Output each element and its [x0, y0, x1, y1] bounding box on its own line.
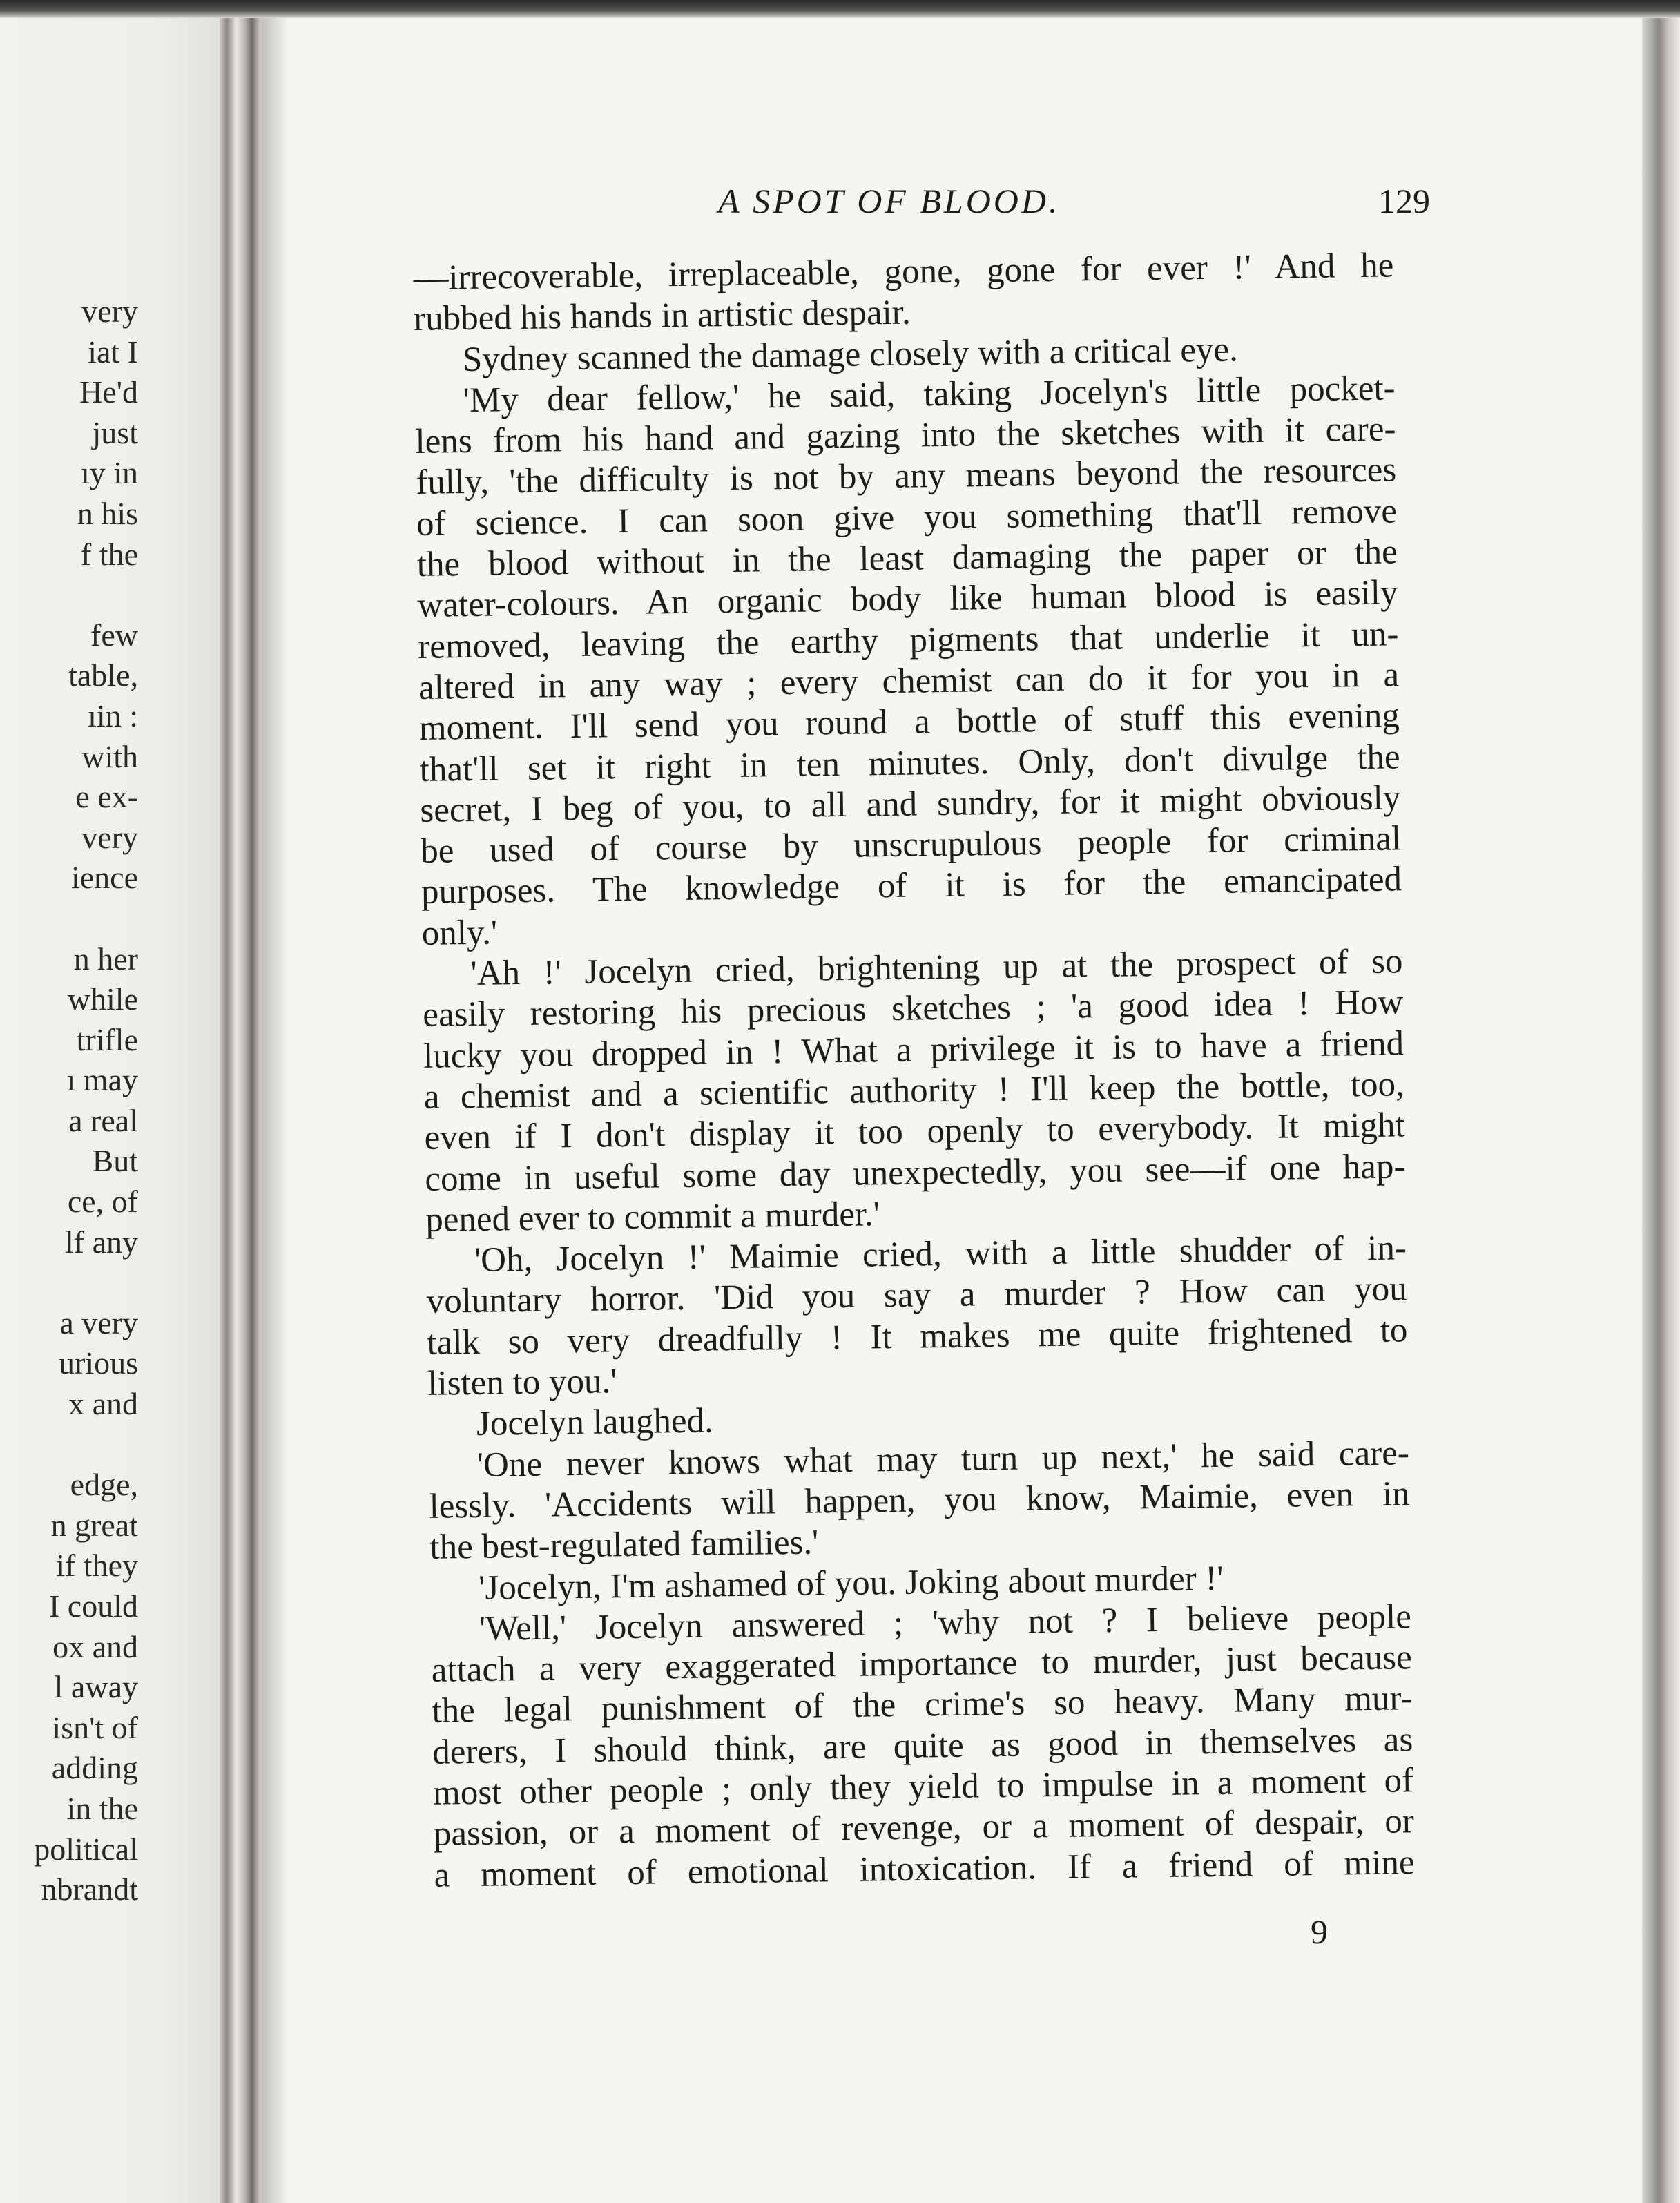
left-page-fragment: adding: [51, 1750, 138, 1786]
left-page-fragment: while: [67, 981, 138, 1017]
text-line: be used of course by unscrupulous people for criminal: [420, 819, 1402, 872]
running-title: A SPOT OF BLOOD.: [718, 182, 1061, 220]
page-number: 129: [1378, 182, 1430, 220]
left-page-text-fragments: [0, 291, 138, 1910]
text-line: 'Well,' Jocelyn answered ; 'why not ? I believe people: [479, 1597, 1412, 1648]
text-line: pened ever to commit a murder.': [425, 1195, 880, 1240]
left-page-fragment: if they: [56, 1548, 138, 1584]
text-line: —irrecoverable, irreplaceable, gone, gone for ever !' And he: [413, 246, 1394, 298]
left-page-fragment: edge,: [70, 1467, 138, 1503]
left-page-fragment: a real: [68, 1102, 138, 1138]
left-page-fragment: very: [81, 819, 138, 855]
left-page-fragment: nbrandt: [41, 1872, 138, 1907]
text-line: derers, I should think, are quite as good in themselves as: [432, 1720, 1413, 1772]
body-text: [413, 245, 1415, 1896]
left-page-fragment: few: [90, 617, 138, 653]
left-page-fragment: But: [92, 1143, 138, 1179]
left-page-fragment: isn't of: [52, 1709, 138, 1745]
text-line: that'll set it right in ten minutes. Only, don't divulge the: [419, 737, 1400, 789]
text-line: 'Jocelyn, I'm ashamed of you. Joking about murder !': [478, 1559, 1224, 1608]
left-page-fragment: [0, 575, 138, 615]
left-page-fragment: ıin :: [88, 698, 138, 733]
left-page-fragment: n her: [73, 941, 138, 977]
text-line: 'Ah !' Jocelyn cried, brightening up at the prospect of so: [470, 942, 1403, 994]
left-page-fragment: I could: [48, 1588, 138, 1624]
left-page-fragment: ience: [70, 860, 138, 896]
book-gutter: [220, 18, 261, 2203]
text-line: a chemist and a scientific authority ! I'll keep the bottle, too,: [423, 1065, 1405, 1117]
left-page-fragment: ıy in: [80, 455, 138, 491]
text-line: lessly. 'Accidents will happen, you know, Maimie, even in: [429, 1474, 1410, 1526]
text-line: even if I don't display it too openly to everybody. It might: [424, 1106, 1405, 1158]
text-line: rubbed his hands in artistic despair.: [413, 293, 911, 339]
text-line: altered in any way ; every chemist can do it for you in a: [418, 655, 1400, 707]
left-page-fragment: n his: [77, 495, 138, 531]
left-page-fragment: table,: [68, 657, 138, 693]
left-page-fragment: l away: [54, 1669, 138, 1705]
left-page-fragment: very: [81, 294, 138, 329]
left-page-fragment: just: [92, 414, 138, 450]
text-line: purposes. The knowledge of it is for the emancipated: [421, 860, 1402, 912]
text-line: lucky you dropped in ! What a privilege it is to have a friend: [423, 1023, 1404, 1076]
gutter-shadow: [261, 18, 289, 2203]
left-page-fragment: with: [81, 738, 138, 774]
left-page-fragment: [0, 1425, 138, 1465]
text-line: talk so very dreadfully ! It makes me quite frightened to: [427, 1310, 1408, 1363]
text-line: removed, leaving the earthy pigments that underlie it un-: [417, 615, 1399, 666]
text-line: fully, 'the difficulty is not by any means beyond the resources: [415, 450, 1397, 503]
text-line: secret, I beg of you, to all and sundry, for it might obviously: [420, 778, 1401, 830]
left-page-fragment: trifle: [76, 1021, 138, 1057]
left-page-fragment: [0, 1262, 138, 1303]
running-head: [289, 181, 1642, 229]
scan-top-edge: [0, 0, 1680, 18]
text-line: only.': [421, 913, 498, 953]
left-page-fragment: f the: [80, 536, 138, 572]
right-page: [289, 18, 1642, 2203]
text-line: 'One never knows what may turn up next,' he said care-: [476, 1433, 1410, 1485]
text-line: voluntary horror. 'Did you say a murder ? How can you: [426, 1269, 1408, 1322]
left-page-fragment: e ex-: [75, 779, 138, 815]
text-line: easily restoring his precious sketches ; 'a good idea ! How: [422, 983, 1404, 1035]
left-page-fragment: ı may: [66, 1062, 138, 1098]
left-page-fragment: n great: [50, 1507, 138, 1543]
left-page: [0, 18, 220, 2203]
text-line: passion, or a moment of revenge, or a moment of despair, or: [433, 1802, 1415, 1854]
text-line: moment. I'll send you round a bottle of stuff this evening: [418, 696, 1400, 749]
text-line: attach a very exaggerated importance to murder, just because: [431, 1638, 1413, 1690]
left-page-fragment: a very: [59, 1305, 138, 1340]
signature-mark: 9: [1311, 1912, 1328, 1951]
text-line: listen to you.': [427, 1362, 617, 1403]
text-line: most other people ; only they yield to impulse in a moment of: [432, 1761, 1414, 1813]
left-page-fragment: in the: [66, 1790, 138, 1826]
left-page-fragment: iat I: [88, 334, 138, 369]
left-page-fragment: ce, of: [67, 1184, 138, 1220]
text-line: the legal punishment of the crime's so heavy. Many mur-: [432, 1679, 1413, 1731]
left-page-fragment: lf any: [64, 1224, 138, 1260]
text-line: water-colours. An organic body like human blood is easily: [417, 573, 1398, 626]
text-line: come in useful some day unexpectedly, you see—if one hap-: [425, 1146, 1406, 1199]
left-page-fragment: political: [34, 1831, 138, 1867]
text-line: the best-regulated families.': [429, 1523, 819, 1568]
text-line: Jocelyn laughed.: [476, 1401, 714, 1444]
left-page-fragment: urious: [59, 1345, 138, 1381]
text-line: a moment of emotional intoxication. If a friend of mine: [434, 1843, 1415, 1895]
page-right-edge: [1642, 18, 1680, 2203]
text-line: lens from his hand and gazing into the sketches with it care-: [415, 410, 1396, 462]
text-line: 'Oh, Jocelyn !' Maimie cried, with a little shudder of in-: [474, 1229, 1407, 1280]
left-page-fragment: He'd: [79, 374, 138, 410]
text-line: 'My dear fellow,' he said, taking Jocelyn's little pocket-: [463, 369, 1396, 420]
left-page-fragment: x and: [68, 1386, 138, 1422]
left-page-fragment: ox and: [52, 1628, 138, 1664]
text-line: the blood without in the least damaging the paper or the: [416, 532, 1398, 585]
text-line: of science. I can soon give you something that'll remove: [416, 492, 1398, 543]
left-page-fragment: [0, 898, 138, 939]
text-line: Sydney scanned the damage closely with a critical eye.: [462, 329, 1239, 379]
